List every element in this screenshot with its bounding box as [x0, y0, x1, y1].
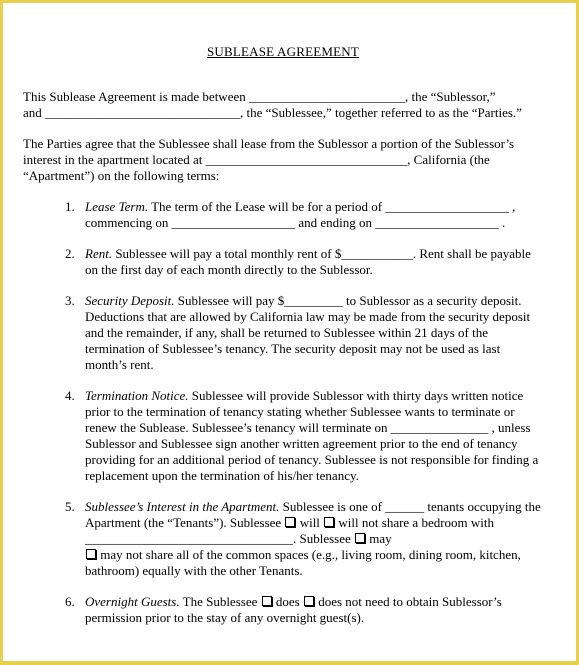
term-heading: Termination Notice.: [85, 388, 189, 403]
term-number: 3.: [65, 293, 75, 308]
term-lease-term: [23, 199, 543, 231]
terms-list: [23, 199, 543, 634]
term-heading: Sublessee’s Interest in the Apartment.: [85, 499, 280, 514]
document-page: [23, 44, 543, 649]
term-heading: Overnight Guests.: [85, 594, 180, 609]
term-security-deposit: [23, 293, 543, 373]
term-sublessee-interest: 5. Sublessee’s Interest in the Apartment. Sublessee is one of ______ tenants occupying the Apartment (the “Tenants”). Sublessee will will not share a bedroom with ________________________________. Sublessee may may not share all of the common spaces (e.g., living room, dining room, kitchen, bathroom) equally with the other Tenants.: [65, 499, 541, 578]
term-text: Sublessee will provide Sublessor with thirty days written notice prior to the termination of tenancy stating whether Sublessee wants to terminate or renew the Sublease. Sublessee’s tenancy will terminate on _______________ , unless Sublessor and Sublessee sign another written agreement prior to the end of tenancy providing for an additional period of tenancy. Sublessee is not responsible for finding a replacement upon the termination of his/her tenancy.: [85, 388, 539, 483]
term-number: 1.: [65, 199, 75, 214]
checkbox-icon[interactable]: [86, 549, 96, 559]
term-heading: Lease Term.: [85, 199, 149, 214]
term-rent: [23, 246, 543, 278]
tenant-count-blank[interactable]: ______: [385, 499, 425, 514]
checkbox-icon[interactable]: [324, 517, 334, 527]
term-overnight-guests: 6. Overnight Guests. The Sublessee does does not need to obtain Sublessor’s permission prior to the stay of any overnight guest(s).: [65, 594, 502, 625]
checkbox-icon[interactable]: [285, 517, 295, 527]
term-number: 5.: [65, 499, 75, 514]
term-text: Sublessee will pay a total monthly rent of $___________. Rent shall be payable on the first day of each month directly to the Sublessor.: [85, 246, 531, 277]
checkbox-icon[interactable]: [304, 596, 314, 606]
intro-terms: The Parties agree that the Sublessee shall lease from the Sublessor a portion of the Sublessor’s interest in the apartment located at _______________________________, California (the “Apartment”) on the following terms:: [23, 136, 515, 183]
bedroom-share-blank[interactable]: ________________________________: [85, 531, 293, 546]
term-heading: Security Deposit.: [85, 293, 175, 308]
term-text: Sublessee will pay $_________ to Sublessor as a security deposit. Deductions that are allowed by California law may be made from the security deposit and the remainder, if any, shall be returned to Sublessee within 21 days of the termination of Sublessee’s tenancy. The security deposit may not be used as last month’s rent.: [85, 293, 531, 372]
term-number: 2.: [65, 246, 75, 261]
term-heading: Rent.: [85, 246, 113, 261]
term-number: 6.: [65, 594, 75, 609]
term-text: The term of the Lease will be for a period of ___________________ , commencing on ___________________ and ending on ___________________ .: [85, 199, 516, 230]
apartment-address-blank[interactable]: _______________________________: [205, 152, 408, 167]
intro-parties: This Sublease Agreement is made between ________________________, the “Sublessor,” and ______________________________, the “Sublessee,” together referred to as the “Parties.”: [23, 89, 522, 120]
sublessee-name-blank[interactable]: ______________________________: [45, 105, 241, 120]
sublessor-name-blank[interactable]: ________________________: [249, 89, 405, 104]
checkbox-icon[interactable]: [262, 596, 272, 606]
document-title: SUBLEASE AGREEMENT: [206, 44, 360, 59]
checkbox-icon[interactable]: [355, 533, 365, 543]
term-termination-notice: [23, 388, 543, 484]
term-number: 4.: [65, 388, 75, 403]
